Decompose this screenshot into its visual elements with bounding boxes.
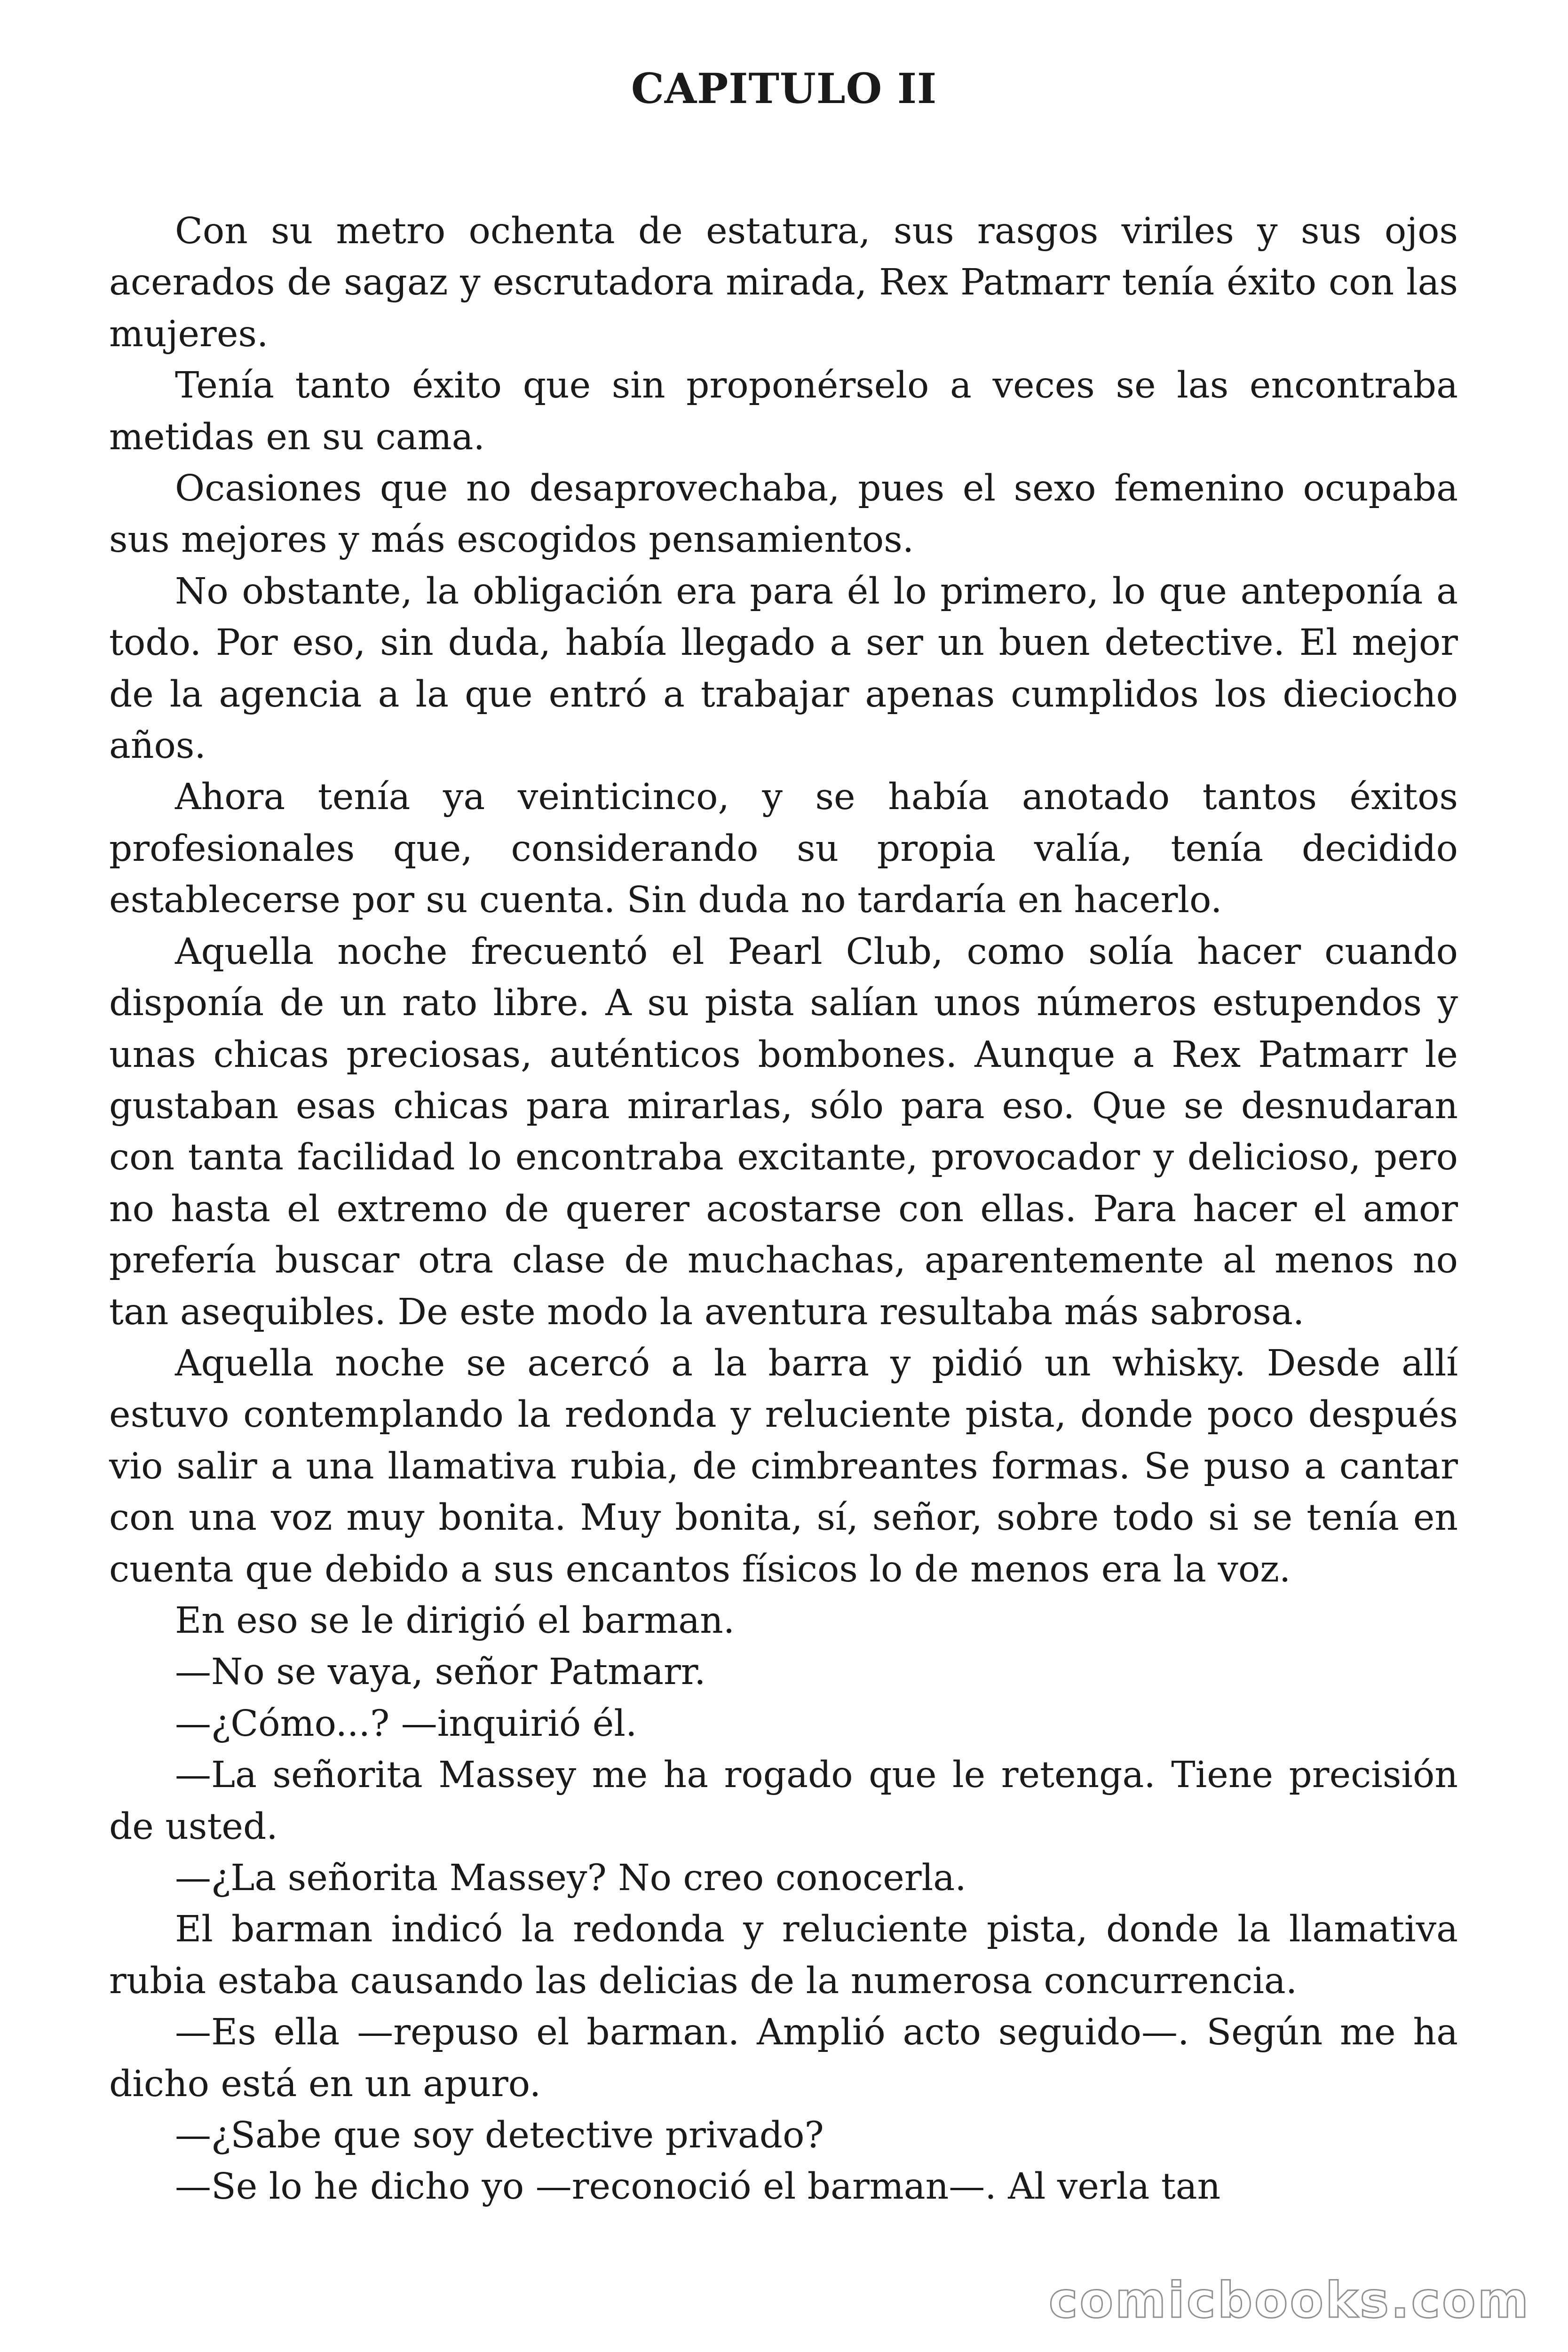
dialogue-line: —¿La señorita Massey? No creo conocerla. xyxy=(175,1857,966,1899)
paragraph: Ocasiones que no desaprovechaba, pues el sexo femenino ocupaba sus mejores y más escogidos pensamientos. xyxy=(109,468,1458,561)
paragraph: No obstante, la obligación era para él lo primero, lo que anteponía a todo. Por eso, sin duda, había llegado a ser un buen detective. El mejor de la agencia a la que entró a trabajar apenas cumplidos los dieciocho años. xyxy=(109,570,1458,767)
dialogue-line: —¿Sabe que soy detective privado? xyxy=(175,2114,824,2157)
chapter-body xyxy=(109,206,1458,2213)
paragraph: Aquella noche frecuentó el Pearl Club, como solía hacer cuando disponía de un rato libre. A su pista salían unos números estupendos y unas chicas preciosas, auténticos bombones. Aunque a Rex Patmarr le gustaban esas chicas para mirarlas, sólo para eso. Que se desnudaran con tanta facilidad lo encontraba excitante, provocador y delicioso, pero no hasta el extremo de querer acostarse con ellas. Para hacer el amor prefería buscar otra clase de muchachas, aparentemente al menos no tan asequibles. De este modo la aventura resultaba más sabrosa. xyxy=(109,930,1458,1333)
dialogue-line: —Se lo he dicho yo —reconoció el barman—. Al verla tan xyxy=(175,2166,1221,2208)
dialogue-line: —¿Cómo...? —inquirió él. xyxy=(175,1702,637,1745)
dialogue-line: —No se vaya, señor Patmarr. xyxy=(175,1651,706,1693)
chapter-title: CAPITULO II xyxy=(631,64,937,113)
paragraph: Con su metro ochenta de estatura, sus rasgos viriles y sus ojos acerados de sagaz y escrutadora mirada, Rex Patmarr tenía éxito con las mujeres. xyxy=(109,210,1458,355)
paragraph: En eso se le dirigió el barman. xyxy=(175,1599,735,1642)
paragraph: Tenía tanto éxito que sin proponérselo a veces se las encontraba metidas en su cama. xyxy=(109,365,1458,458)
paragraph: El barman indicó la redonda y reluciente pista, donde la llamativa rubia estaba causando las delicias de la numerosa concurrencia. xyxy=(109,1908,1458,2002)
dialogue-line: —Es ella —repuso el barman. Amplió acto seguido—. Según me ha dicho está en un apuro. xyxy=(109,2011,1458,2105)
dialogue-line: —La señorita Massey me ha rogado que le retenga. Tiene precisión de usted. xyxy=(109,1754,1458,1848)
watermark: comicbooks.com xyxy=(1048,2272,1530,2329)
paragraph: Ahora tenía ya veinticinco, y se había anotado tantos éxitos profesionales que, considerando su propia valía, tenía decidido establecerse por su cuenta. Sin duda no tardaría en hacerlo. xyxy=(109,776,1458,922)
paragraph: Aquella noche se acercó a la barra y pidió un whisky. Desde allí estuvo contemplando la redonda y reluciente pista, donde poco después vio salir a una llamativa rubia, de cimbreantes formas. Se puso a cantar con una voz muy bonita. Muy bonita, sí, señor, sobre todo si se tenía en cuenta que debido a sus encantos físicos lo de menos era la voz. xyxy=(109,1342,1458,1590)
